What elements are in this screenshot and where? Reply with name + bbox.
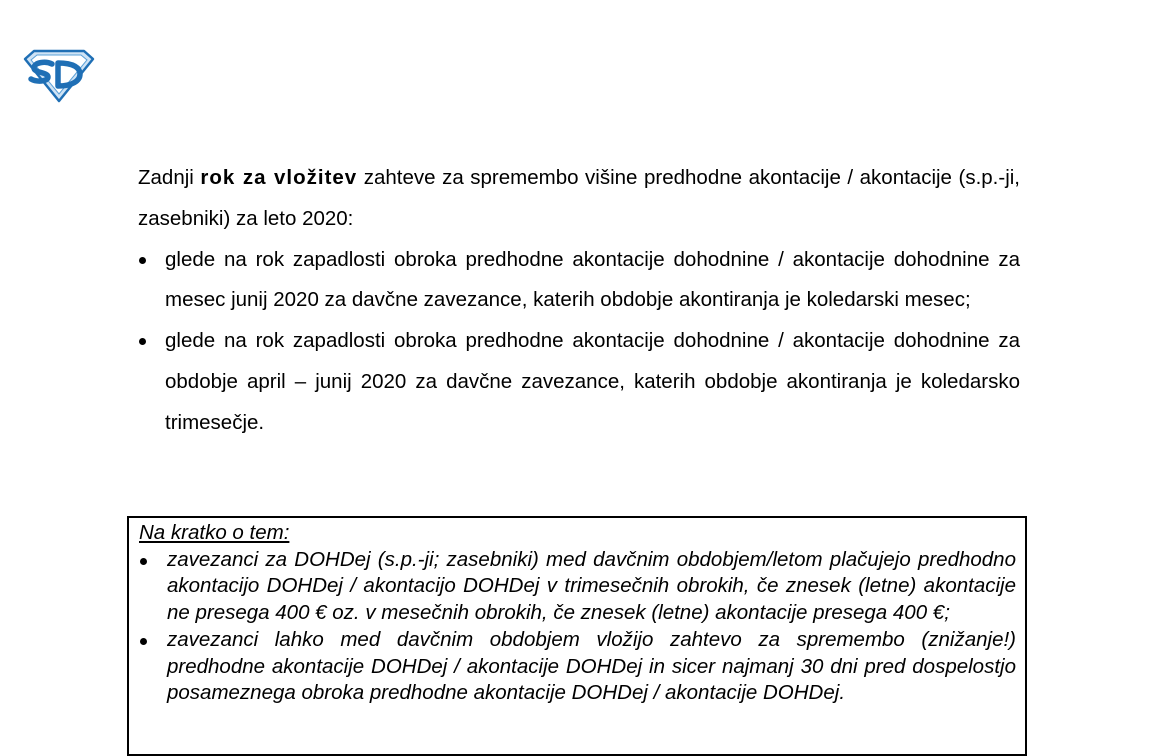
sd-logo — [22, 48, 96, 104]
intro-text-start: Zadnji — [138, 166, 201, 189]
summary-box — [127, 516, 1027, 756]
summary-heading: Na kratko o tem: — [139, 521, 290, 544]
deadline-section — [138, 158, 1020, 444]
shield-logo-icon — [22, 48, 96, 104]
intro-bold-phrase: rok za vložitev — [200, 166, 358, 189]
list-item: glede na rok zapadlosti obroka predhodne akontacije dohodnine / akontacije dohodnine za mesec junij 2020 za davčne zavezance, katerih obdobje akontiranja je koledarski mesec; — [138, 240, 1020, 322]
summary-bullet-list — [139, 547, 1016, 707]
list-item: zavezanci lahko med davčnim obdobjem vložijo zahtevo za spremembo (znižanje!) predhodne akontacije DOHDej / akontacije DOHDej in sicer najmanj 30 dni pred dospelostjo posameznega obroka predhodne akontacije DOHDej / akontacije DOHDej. — [139, 627, 1016, 707]
intro-text-end: zahteve za spremembo višine predhodne akontacije / akontacije (s.p.-ji, zasebniki) za leto 2020: — [138, 166, 1020, 230]
list-item: zavezanci za DOHDej (s.p.-ji; zasebniki) med davčnim obdobjem/letom plačujejo predhodno akontacijo DOHDej / akontacijo DOHDej v trimesečnih obrokih, če znesek (letne) akontacije ne presega 400 € oz. v mesečnih obrokih, če znesek (letne) akontacije presega 400 €; — [139, 547, 1016, 627]
deadline-bullet-list — [138, 240, 1020, 444]
intro-paragraph — [138, 158, 1020, 240]
list-item: glede na rok zapadlosti obroka predhodne akontacije dohodnine / akontacije dohodnine za obdobje april – junij 2020 za davčne zavezance, katerih obdobje akontiranja je koledarsko trimesečje. — [138, 321, 1020, 443]
